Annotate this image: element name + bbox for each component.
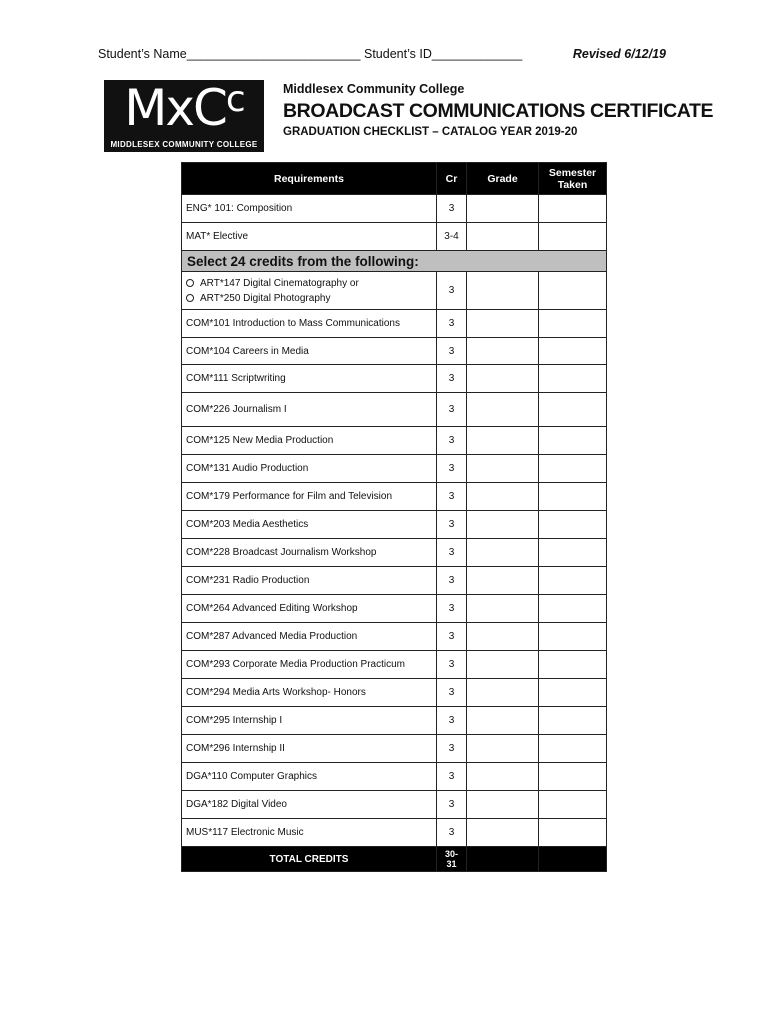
- semester-cell[interactable]: [539, 707, 607, 735]
- table-row-option-group: [182, 272, 607, 310]
- semester-cell[interactable]: [539, 539, 607, 567]
- semester-cell[interactable]: [539, 195, 607, 223]
- semester-cell[interactable]: [539, 735, 607, 763]
- semester-cell[interactable]: [539, 393, 607, 427]
- total-grade-cell: [467, 847, 539, 872]
- credit-value: 3: [437, 310, 467, 338]
- total-semester-cell: [539, 847, 607, 872]
- semester-cell[interactable]: [539, 272, 607, 310]
- table-row: [182, 679, 607, 707]
- table-row: [182, 707, 607, 735]
- grade-cell[interactable]: [467, 819, 539, 847]
- table-row: [182, 623, 607, 651]
- grade-cell[interactable]: [467, 338, 539, 365]
- requirement-name: DGA*182 Digital Video: [182, 791, 437, 819]
- requirement-name: COM*293 Corporate Media Production Practicum: [182, 651, 437, 679]
- grade-cell[interactable]: [467, 735, 539, 763]
- semester-cell[interactable]: [539, 455, 607, 483]
- total-label: TOTAL CREDITS: [182, 847, 437, 872]
- table-row: [182, 819, 607, 847]
- grade-cell[interactable]: [467, 651, 539, 679]
- requirement-name: COM*101 Introduction to Mass Communications: [182, 310, 437, 338]
- table-row: [182, 735, 607, 763]
- grade-cell[interactable]: [467, 455, 539, 483]
- total-credits: 30-31: [437, 847, 467, 872]
- credit-value: 3: [437, 338, 467, 365]
- semester-cell[interactable]: [539, 483, 607, 511]
- revised-date: Revised 6/12/19: [572, 47, 666, 61]
- header-cr: Cr: [437, 163, 467, 195]
- option-label: ART*147 Digital Cinematography or: [200, 277, 359, 289]
- requirement-name: COM*179 Performance for Film and Television: [182, 483, 437, 511]
- logo-mark-main: MxC: [124, 79, 226, 137]
- table-row: [182, 338, 607, 365]
- grade-cell[interactable]: [467, 365, 539, 393]
- checklist-table: [181, 162, 607, 872]
- section-row: [182, 251, 607, 272]
- header-requirements: Requirements: [182, 163, 437, 195]
- semester-cell[interactable]: [539, 223, 607, 251]
- student-name-id-fields[interactable]: Student’s Name_________________________ Student’s ID_____________: [98, 47, 523, 61]
- logo-mark: [104, 79, 264, 137]
- logo-caption: MIDDLESEX COMMUNITY COLLEGE: [110, 140, 258, 149]
- table-row: [182, 651, 607, 679]
- table-header-row: [182, 163, 607, 195]
- student-info-line: [98, 47, 666, 67]
- credit-value: 3: [437, 539, 467, 567]
- section-label: Select 24 credits from the following:: [182, 251, 607, 272]
- table-row: [182, 365, 607, 393]
- table-row: [182, 483, 607, 511]
- table-row: [182, 427, 607, 455]
- grade-cell[interactable]: [467, 427, 539, 455]
- credit-value: 3-4: [437, 223, 467, 251]
- requirement-name: COM*287 Advanced Media Production: [182, 623, 437, 651]
- table-row: [182, 791, 607, 819]
- logo-mark-sup: c: [225, 79, 244, 120]
- credit-value: 3: [437, 819, 467, 847]
- table-row: [182, 595, 607, 623]
- grade-cell[interactable]: [467, 483, 539, 511]
- semester-cell[interactable]: [539, 623, 607, 651]
- mxcc-logo: [104, 80, 264, 152]
- credit-value: 3: [437, 791, 467, 819]
- option-label: ART*250 Digital Photography: [200, 292, 331, 304]
- credit-value: 3: [437, 427, 467, 455]
- semester-cell[interactable]: [539, 567, 607, 595]
- radio-circle-icon[interactable]: [186, 279, 194, 287]
- grade-cell[interactable]: [467, 539, 539, 567]
- requirement-name: COM*111 Scriptwriting: [182, 365, 437, 393]
- grade-cell[interactable]: [467, 310, 539, 338]
- table-row: [182, 195, 607, 223]
- grade-cell[interactable]: [467, 707, 539, 735]
- grade-cell[interactable]: [467, 679, 539, 707]
- credit-value: 3: [437, 651, 467, 679]
- page-subtitle: GRADUATION CHECKLIST – CATALOG YEAR 2019-20: [283, 126, 578, 138]
- requirement-name: COM*264 Advanced Editing Workshop: [182, 595, 437, 623]
- credit-value: 3: [437, 707, 467, 735]
- credit-value: 3: [437, 763, 467, 791]
- grade-cell[interactable]: [467, 511, 539, 539]
- grade-cell[interactable]: [467, 195, 539, 223]
- table-row: [182, 539, 607, 567]
- grade-cell[interactable]: [467, 623, 539, 651]
- table-row: [182, 511, 607, 539]
- college-name: Middlesex Community College: [283, 82, 465, 96]
- requirement-name: MUS*117 Electronic Music: [182, 819, 437, 847]
- credit-value: 3: [437, 483, 467, 511]
- table-row: [182, 223, 607, 251]
- radio-circle-icon[interactable]: [186, 294, 194, 302]
- semester-cell[interactable]: [539, 365, 607, 393]
- semester-cell[interactable]: [539, 679, 607, 707]
- grade-cell[interactable]: [467, 567, 539, 595]
- table-row: [182, 310, 607, 338]
- total-row: [182, 847, 607, 872]
- table-row: [182, 455, 607, 483]
- credit-value: 3: [437, 393, 467, 427]
- semester-cell[interactable]: [539, 338, 607, 365]
- page-title: BROADCAST COMMUNICATIONS CERTIFICATE: [283, 100, 714, 122]
- semester-cell[interactable]: [539, 651, 607, 679]
- requirement-name: COM*231 Radio Production: [182, 567, 437, 595]
- credit-value: 3: [437, 623, 467, 651]
- semester-cell[interactable]: [539, 310, 607, 338]
- requirement-name: COM*226 Journalism I: [182, 393, 437, 427]
- requirement-name: DGA*110 Computer Graphics: [182, 763, 437, 791]
- credit-value: 3: [437, 195, 467, 223]
- grade-cell[interactable]: [467, 393, 539, 427]
- requirement-name: COM*296 Internship II: [182, 735, 437, 763]
- option-line: [186, 291, 432, 306]
- header-semester: Semester Taken: [539, 163, 607, 195]
- credit-value: 3: [437, 455, 467, 483]
- grade-cell[interactable]: [467, 791, 539, 819]
- semester-cell[interactable]: [539, 819, 607, 847]
- option-line: [186, 276, 432, 291]
- semester-cell[interactable]: [539, 511, 607, 539]
- grade-cell[interactable]: [467, 223, 539, 251]
- table-row: [182, 567, 607, 595]
- requirement-name: COM*294 Media Arts Workshop- Honors: [182, 679, 437, 707]
- credit-value: 3: [437, 365, 467, 393]
- credit-value: 3: [437, 567, 467, 595]
- semester-cell[interactable]: [539, 427, 607, 455]
- table-row: [182, 393, 607, 427]
- requirement-name: COM*203 Media Aesthetics: [182, 511, 437, 539]
- credit-value: 3: [437, 511, 467, 539]
- header-grade: Grade: [467, 163, 539, 195]
- semester-cell[interactable]: [539, 595, 607, 623]
- grade-cell[interactable]: [467, 763, 539, 791]
- requirement-name: COM*295 Internship I: [182, 707, 437, 735]
- credit-value: 3: [437, 595, 467, 623]
- credit-value: 3: [437, 679, 467, 707]
- credit-value: 3: [437, 735, 467, 763]
- option-group: [182, 272, 437, 310]
- requirement-name: COM*131 Audio Production: [182, 455, 437, 483]
- semester-cell[interactable]: [539, 791, 607, 819]
- requirement-name: MAT* Elective: [182, 223, 437, 251]
- requirement-name: COM*125 New Media Production: [182, 427, 437, 455]
- table-row: [182, 763, 607, 791]
- grade-cell[interactable]: [467, 272, 539, 310]
- requirement-name: COM*228 Broadcast Journalism Workshop: [182, 539, 437, 567]
- requirement-name: ENG* 101: Composition: [182, 195, 437, 223]
- grade-cell[interactable]: [467, 595, 539, 623]
- credit-value: 3: [437, 272, 467, 310]
- requirement-name: COM*104 Careers in Media: [182, 338, 437, 365]
- semester-cell[interactable]: [539, 763, 607, 791]
